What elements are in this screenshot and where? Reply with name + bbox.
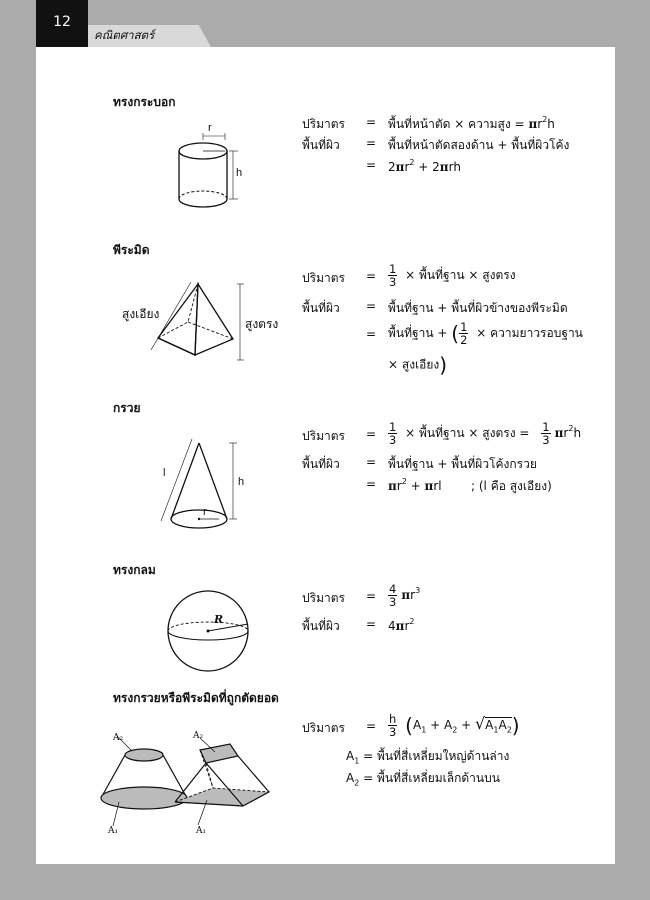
cone-r-label: r: [203, 506, 207, 518]
sphere-area-label: พื้นที่ผิว: [302, 619, 340, 633]
frustum-volume-label: ปริมาตร: [302, 721, 345, 735]
frustum-volume-formula: $\frac{h}{3}$ $(A_1 + A_2 + √A_1A_2)$: [389, 712, 520, 739]
sphere-area-formula: $4\pi r^2$: [388, 617, 415, 633]
cylinder-area-label: พื้นที่ผิว: [302, 138, 340, 152]
equals-sign: =: [366, 299, 377, 313]
section-title-frustum: ทรงกรวยหรือพีระมิดที่ถูกตัดยอด: [113, 691, 279, 705]
pyramid-area-label: พื้นที่ผิว: [302, 301, 340, 315]
pyramid-height-label: สูงตรง: [245, 317, 279, 331]
pyramid-area-formula: พื้นที่ฐาน + พื้นที่ผิวข้างของพีระมิด: [388, 301, 568, 315]
cylinder-r-label: r: [208, 122, 212, 134]
equals-sign: =: [366, 269, 377, 283]
pyramid-area-formula-3: × สูงเอียง): [388, 353, 448, 377]
equals-sign: =: [366, 455, 377, 469]
page-number: 12: [53, 14, 71, 30]
cone-h-label: h: [238, 476, 245, 488]
cone-area-formula: พื้นที่ฐาน + พื้นที่ผิวโค้งกรวย: [388, 457, 537, 471]
frustum-a1-label-pyramid: A₁: [196, 826, 207, 836]
sphere-r-label: R: [214, 613, 224, 626]
frustum-a2-definition: $A_2$ = พื้นที่สี่เหลี่ยมเล็กด้านบน: [346, 771, 500, 788]
cylinder-figure: [170, 120, 280, 215]
section-title-cone: กรวย: [113, 401, 141, 415]
section-title-sphere: ทรงกลม: [113, 563, 156, 577]
sphere-volume-label: ปริมาตร: [302, 591, 345, 605]
sphere-volume-formula: $\frac{4}{3}$ $\pi r^3$: [389, 582, 421, 609]
pyramid-volume-formula: $\frac{1}{3}$ × พื้นที่ฐาน × สูงตรง: [389, 262, 516, 289]
equals-sign: =: [366, 427, 377, 441]
cylinder-volume-formula: พื้นที่หน้าตัด × ความสูง = $\pi r^2h$: [388, 115, 555, 131]
chapter-title: คณิตศาสตร์: [94, 28, 155, 42]
cone-area-label: พื้นที่ผิว: [302, 457, 340, 471]
equals-sign: =: [366, 136, 377, 150]
equals-sign: =: [366, 477, 377, 491]
cone-volume-formula: $\frac{1}{3}$ × พื้นที่ฐาน × สูงตรง = $\frac{1}{3}$ $\pi r^2h$: [389, 420, 582, 447]
frustum-a1-label-cone: A₁: [108, 826, 119, 836]
section-title-pyramid: พีระมิด: [113, 243, 150, 257]
frustum-a1-definition: $A_1$ = พื้นที่สี่เหลี่ยมใหญ่ด้านล่าง: [346, 749, 510, 766]
equals-sign: =: [366, 115, 377, 129]
equals-sign: =: [366, 327, 377, 341]
cylinder-area-formula: พื้นที่หน้าตัดสองด้าน + พื้นที่ผิวโค้ง: [388, 138, 570, 152]
equals-sign: =: [366, 617, 377, 631]
pyramid-volume-label: ปริมาตร: [302, 271, 345, 285]
cone-area-formula-2: $\pi r^2 + \pi rl$: [388, 477, 442, 493]
equals-sign: =: [366, 158, 377, 172]
cone-area-note: ; (l คือ สูงเอียง): [471, 479, 552, 493]
cylinder-area-formula-2: $2\pi r^2 + 2\pi rh$: [388, 158, 461, 174]
cylinder-volume-label: ปริมาตร: [302, 117, 345, 131]
pyramid-area-formula-2: พื้นที่ฐาน + ( $\frac{1}{2}$ × ความยาวรอบฐาน: [388, 320, 583, 347]
cone-volume-label: ปริมาตร: [302, 429, 345, 443]
equals-sign: =: [366, 719, 377, 733]
cone-l-label: l: [163, 467, 166, 479]
pyramid-figure: [148, 280, 248, 365]
pyramid-slant-label: สูงเอียง: [122, 307, 160, 321]
section-title-cylinder: ทรงกระบอก: [113, 95, 176, 109]
sphere-figure: [137, 588, 282, 678]
cylinder-h-label: h: [236, 167, 243, 179]
equals-sign: =: [366, 589, 377, 603]
frustum-a2-label-pyramid: A₂: [193, 731, 204, 741]
frustum-a2-label-cone: A₂: [113, 733, 124, 743]
frustum-figure: [95, 730, 375, 840]
cone-figure: [155, 435, 250, 540]
